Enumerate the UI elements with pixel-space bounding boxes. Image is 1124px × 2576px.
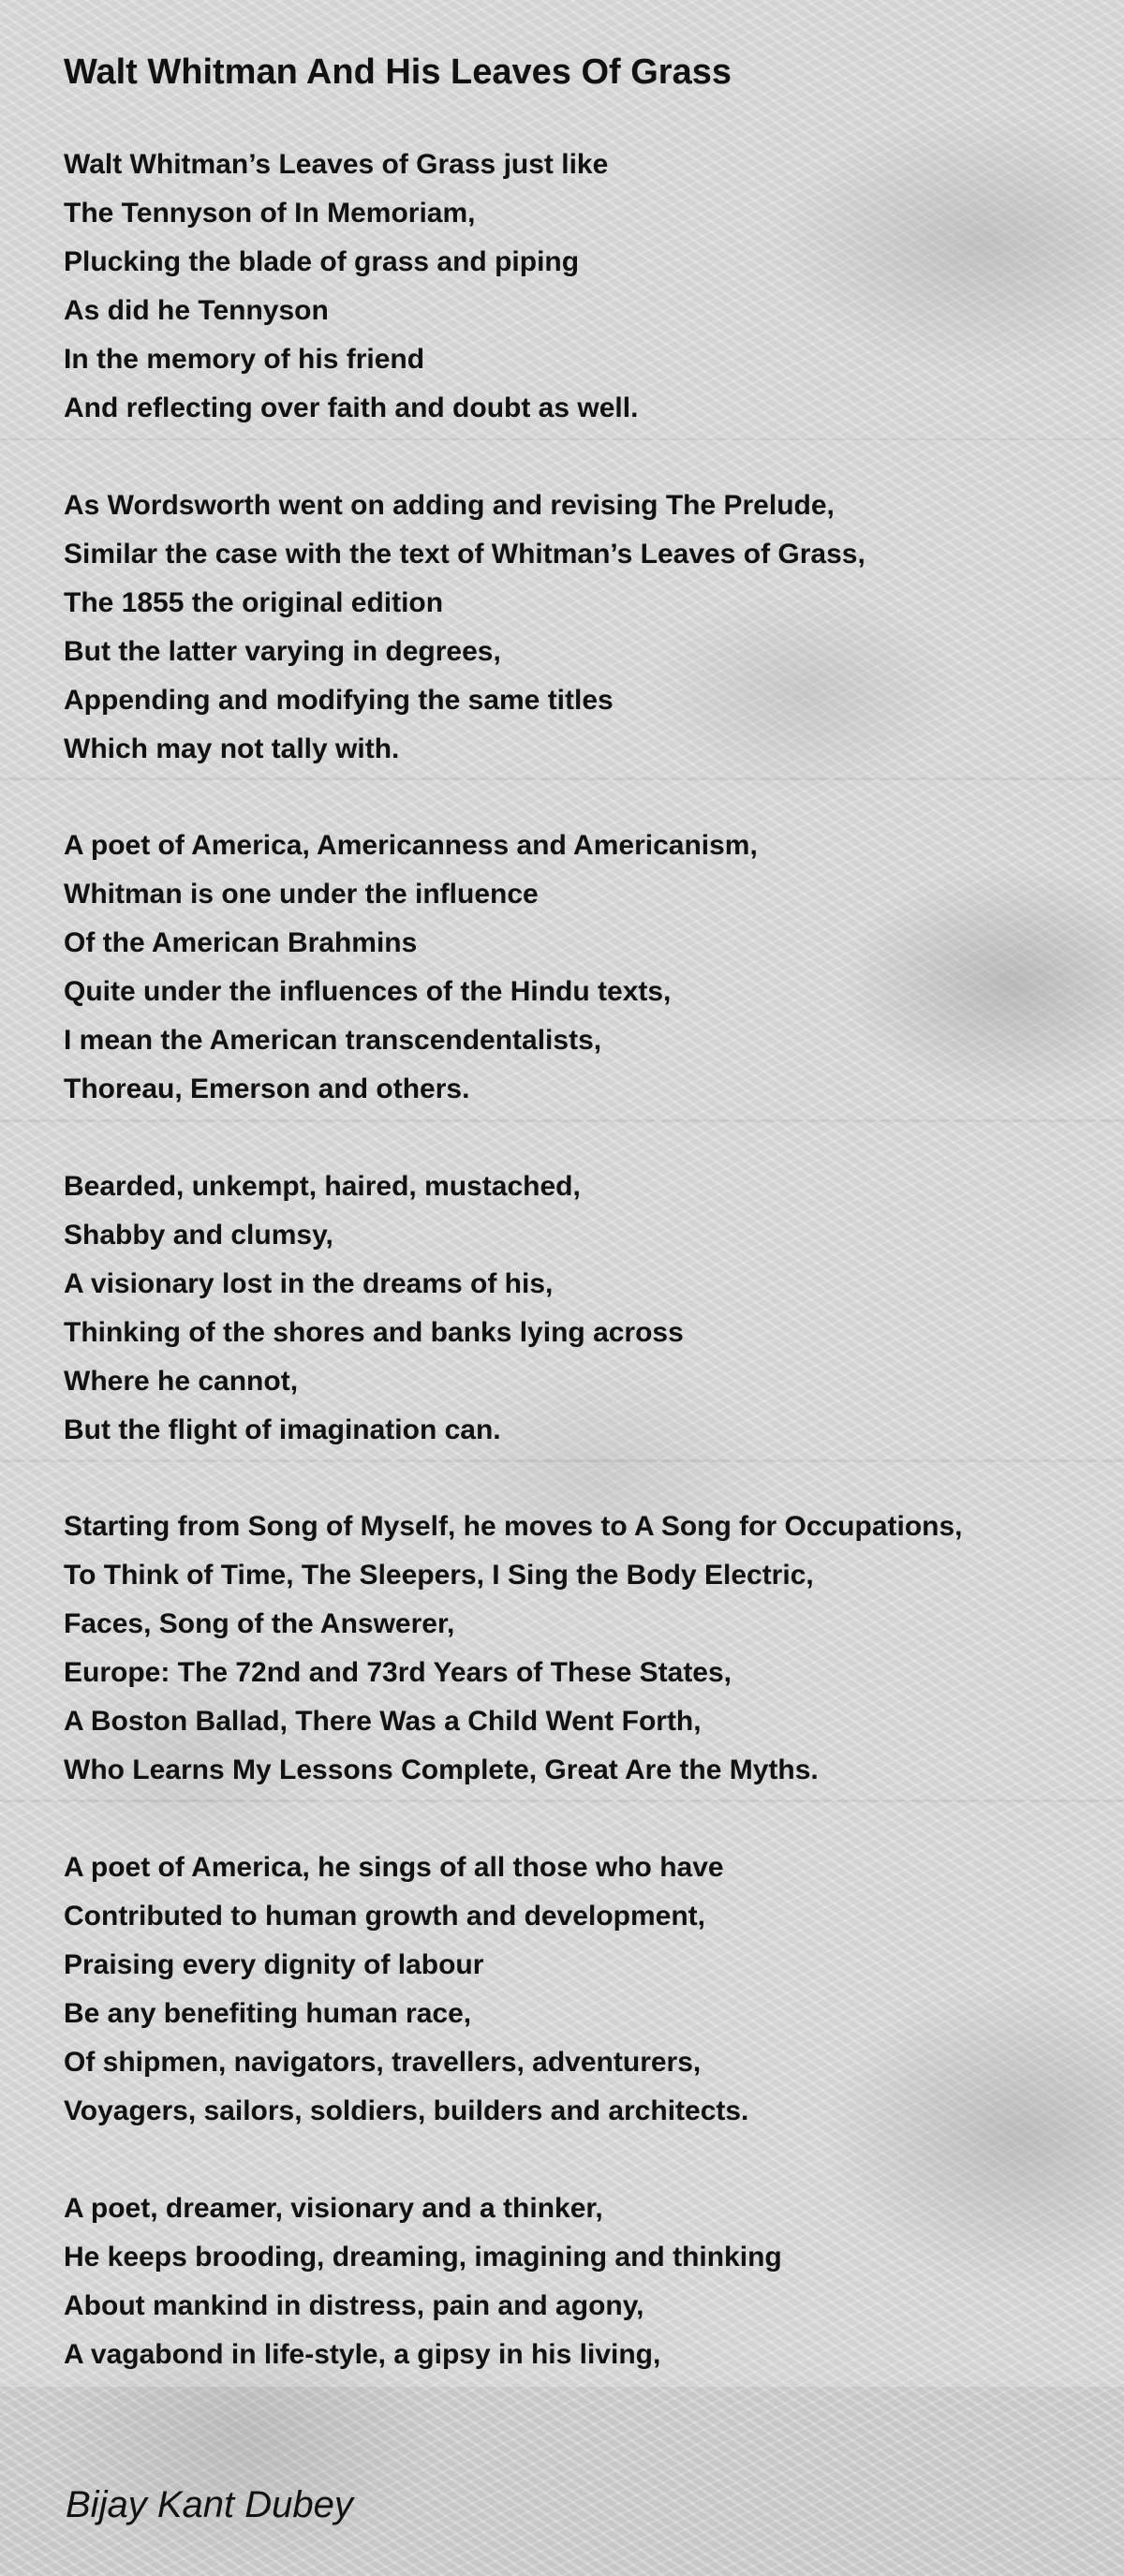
- poem-line: The 1855 the original edition: [64, 587, 444, 618]
- poem-line: Appending and modifying the same titles: [64, 685, 614, 716]
- poem-line: He keeps brooding, dreaming, imagining and thinking: [64, 2242, 782, 2273]
- stanza: [64, 1843, 748, 2136]
- poem-line: Plucking the blade of grass and piping: [64, 246, 580, 277]
- poem-line: Bearded, unkempt, haired, mustached,: [64, 1171, 581, 1202]
- poem-line: Thoreau, Emerson and others.: [64, 1073, 470, 1104]
- stanza: [64, 481, 865, 774]
- author-name: Bijay Kant Dubey: [66, 2484, 353, 2525]
- stanza: [64, 1503, 963, 1795]
- poem-line: Quite under the influences of the Hindu texts,: [64, 976, 672, 1007]
- stanza: [64, 141, 638, 433]
- poem-line: Of the American Brahmins: [64, 927, 418, 958]
- poem-line: Starting from Song of Myself, he moves to A Song for Occupations,: [64, 1511, 963, 1542]
- poem-line: Shabby and clumsy,: [64, 1220, 333, 1251]
- poem-line: Similar the case with the text of Whitman’s Leaves of Grass,: [64, 539, 865, 570]
- stanza: [64, 2184, 782, 2379]
- poem-title: Walt Whitman And His Leaves Of Grass: [64, 52, 732, 92]
- poem-line: And reflecting over faith and doubt as well.: [64, 392, 639, 423]
- poem-line: In the memory of his friend: [64, 344, 425, 375]
- poem-line: As Wordsworth went on adding and revising The Prelude,: [64, 490, 835, 521]
- poem-line: Which may not tally with.: [64, 733, 400, 764]
- poem-line: Europe: The 72nd and 73rd Years of These States,: [64, 1657, 732, 1688]
- poem-line: Who Learns My Lessons Complete, Great Are the Myths.: [64, 1754, 819, 1785]
- poem-line: A visionary lost in the dreams of his,: [64, 1268, 554, 1299]
- poem-line: The Tennyson of In Memoriam,: [64, 198, 476, 229]
- poem-line: Of shipmen, navigators, travellers, adventurers,: [64, 2047, 702, 2078]
- poem-line: To Think of Time, The Sleepers, I Sing the Body Electric,: [64, 1560, 814, 1591]
- poem-line: Contributed to human growth and development,: [64, 1901, 705, 1932]
- poem-line: But the latter varying in degrees,: [64, 636, 501, 667]
- poem-line: Whitman is one under the influence: [64, 879, 539, 910]
- poem-line: A poet of America, Americanness and Americanism,: [64, 830, 758, 861]
- poem-line: Thinking of the shores and banks lying across: [64, 1317, 684, 1348]
- poem-line: A Boston Ballad, There Was a Child Went Forth,: [64, 1706, 702, 1737]
- stanza: [64, 822, 758, 1114]
- poem-line: Walt Whitman’s Leaves of Grass just like: [64, 149, 609, 180]
- poem-line: Where he cannot,: [64, 1366, 299, 1397]
- poem-line: About mankind in distress, pain and agony,: [64, 2290, 644, 2321]
- poem-line: A vagabond in life-style, a gipsy in his living,: [64, 2339, 661, 2370]
- stanza: [64, 1162, 684, 1455]
- poem-line: Faces, Song of the Answerer,: [64, 1608, 455, 1639]
- poem-line: I mean the American transcendentalists,: [64, 1025, 602, 1056]
- poem-line: A poet of America, he sings of all those who have: [64, 1852, 724, 1883]
- poem-line: Be any benefiting human race,: [64, 1998, 472, 2029]
- poem-line: Praising every dignity of labour: [64, 1949, 484, 1980]
- poem-line: As did he Tennyson: [64, 295, 329, 326]
- poem-line: But the flight of imagination can.: [64, 1414, 501, 1445]
- poem-line: Voyagers, sailors, soldiers, builders and architects.: [64, 2095, 749, 2126]
- poem-line: A poet, dreamer, visionary and a thinker,: [64, 2193, 603, 2224]
